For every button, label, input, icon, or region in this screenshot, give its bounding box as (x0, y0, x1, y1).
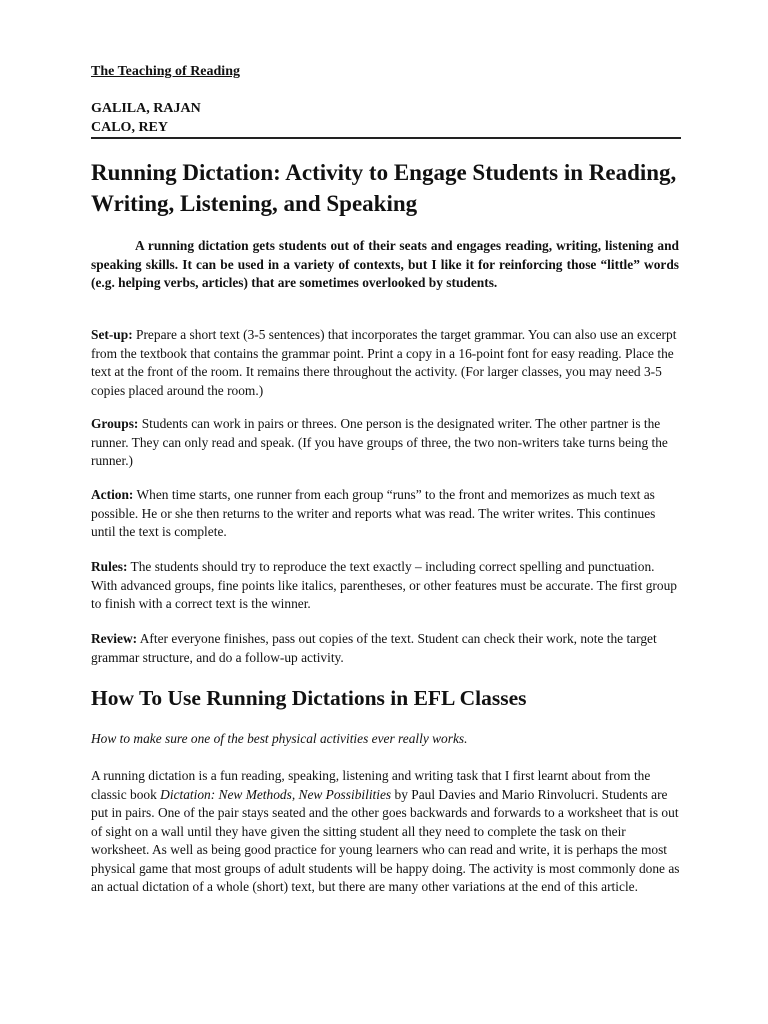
course-title: The Teaching of Reading (91, 64, 240, 79)
setup-text: Prepare a short text (3-5 sentences) that incorporates the target grammar. You can also use an excerpt from the textbook that contains the grammar point. Print a copy in a 16-point font for easy reading. Place the text at the front of the room. It remains there throughout the activity. (For larger classes, you may need 3-5 copies placed around the room.) (91, 327, 677, 398)
groups-text: Students can work in pairs or threes. One person is the designated writer. The other partner is the runner. They can only read and speak. (If you have groups of three, the two non-writers take turns being the runner.) (91, 416, 668, 468)
book-title: Dictation: New Methods, New Possibilities (160, 786, 392, 802)
groups-label: Groups: (91, 416, 139, 431)
section-title-running-dictation: Running Dictation: Activity to Engage Students in Reading, Writing, Listening, and Speaking (91, 160, 677, 216)
section-title-efl-classes: How To Use Running Dictations in EFL Classes (91, 686, 527, 710)
rules-label: Rules: (91, 559, 128, 574)
rules-paragraph (91, 558, 681, 614)
section-subtitle: How to make sure one of the best physical activities ever really works. (91, 731, 468, 746)
intro-paragraph: A running dictation gets students out of their seats and engages reading, writing, listening and speaking skills. It can be used in a variety of contexts, but I like it for reinforcing those “little” words (e.g. helping verbs, articles) that are sometimes overlooked by students. (91, 238, 679, 290)
action-paragraph (91, 486, 681, 542)
author-list (91, 99, 201, 137)
review-text: After everyone finishes, pass out copies of the text. Student can check their work, note the target grammar structure, and do a follow-up activity. (91, 631, 657, 665)
author-name: GALILA, RAJAN (91, 101, 201, 116)
action-label: Action: (91, 487, 134, 502)
horizontal-rule (91, 137, 681, 139)
body-text-part2: by Paul Davies and Mario Rinvolucri. Students are put in pairs. One of the pair stays seated and the other goes backwards and forwards to a worksheet that is out of sight on a wall until they have given the sitting student all they need to complete the task on their worksheet. As well as being good practice for young learners who can read and write, it is perhaps the most physical game that most groups of adult students will be happy doing. The activity is most commonly done as an actual dictation of a whole (short) text, but there are many other variations at the end of this article. (91, 786, 680, 894)
body-paragraph (91, 767, 681, 897)
review-paragraph (91, 630, 681, 667)
action-text: When time starts, one runner from each group “runs” to the front and memorizes as much text as possible. He or she then returns to the writer and reports what was read. The writer writes. This continues until the text is complete. (91, 487, 656, 539)
groups-paragraph (91, 415, 681, 471)
setup-paragraph (91, 326, 681, 400)
body-text-part1: A running dictation is a fun reading, speaking, listening and writing task that I first learnt about from the classic book (91, 768, 651, 802)
author-name: CALO, REY (91, 120, 169, 135)
rules-text: The students should try to reproduce the text exactly – including correct spelling and punctuation. With advanced groups, fine points like italics, parentheses, or other features must be accurate. The first group to finish with a correct text is the winner. (91, 559, 677, 611)
review-label: Review: (91, 631, 138, 646)
setup-label: Set-up: (91, 327, 133, 342)
